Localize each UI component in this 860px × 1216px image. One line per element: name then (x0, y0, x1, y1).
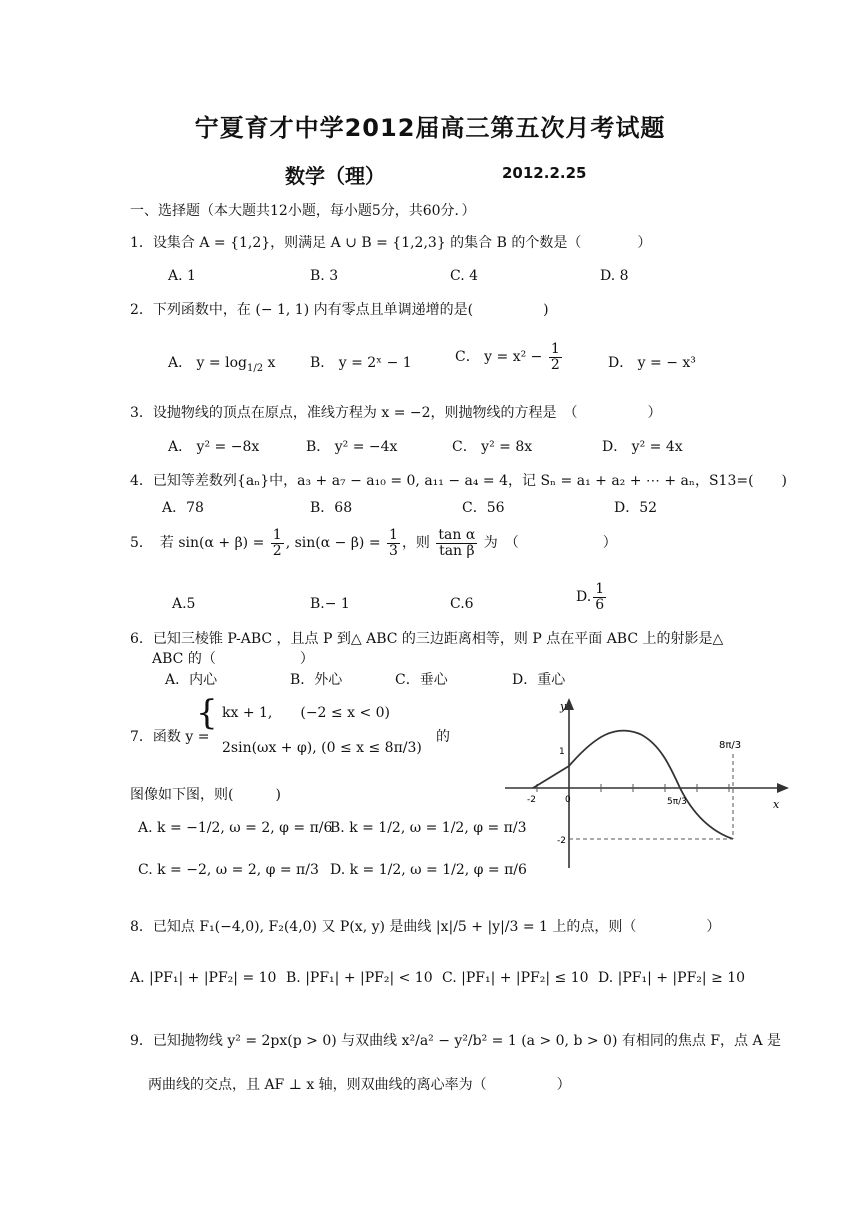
q5-mid: , sin(α − β) = (285, 535, 386, 552)
q2c-den: 2 (550, 356, 560, 373)
q5-mid2: ，则 (401, 535, 435, 552)
question-5-stem (130, 528, 617, 558)
question-2-option-a (168, 352, 275, 374)
question-4-stem: 4．已知等差数列{aₙ}中，a₃ + a₇ − a₁₀ = 0, a₁₁ − a₄ = 4，记 Sₙ = a₁ + a₂ + ⋯ + aₙ，S13=( ) (130, 473, 788, 489)
question-5-option-a: A.5 (172, 596, 196, 612)
question-9-stem-line-2: 两曲线的交点，且 AF ⊥ x 轴，则双曲线的离心率为（ ） (148, 1077, 571, 1093)
q5d-den: 6 (595, 596, 605, 613)
tick-label-5pi-over-3: 5π/3 (667, 797, 687, 807)
q5d-num: 1 (595, 581, 605, 597)
question-4-option-a: A．78 (162, 500, 204, 516)
q5d-frac (593, 582, 606, 612)
question-7-pre: 7．函数 y = (130, 729, 210, 745)
question-3-stem: 3．设抛物线的顶点在原点，准线方程为 x = −2，则抛物线的方程是 （ ） (130, 405, 662, 421)
question-3-option-d: D． y² = 4x (602, 439, 683, 455)
q5-f3-den: tan β (439, 542, 475, 559)
q2c-text: C． y = x² − (455, 349, 547, 366)
q5-frac-1 (271, 528, 284, 558)
page-title: 宁夏育才中学2012届高三第五次月考试题 (194, 114, 666, 142)
q2c-fraction (549, 342, 562, 372)
question-3-option-c: C． y² = 8x (452, 439, 533, 455)
question-5-option-d (576, 582, 608, 612)
question-7-option-a: A. k = −1/2, ω = 2, φ = π/6 (138, 820, 333, 836)
x-axis-label: x (773, 798, 780, 811)
question-3-option-a: A． y² = −8x (168, 439, 260, 455)
q5-f1-den: 2 (272, 542, 282, 559)
question-7-post: 的 (436, 729, 450, 745)
x-axis-arrow-icon (777, 783, 789, 793)
function-graph (505, 696, 795, 868)
question-7-stem-2: 图像如下图，则( ) (130, 787, 281, 803)
question-1-option-b: B. 3 (310, 268, 339, 284)
question-7-case-1: kx + 1, (−2 ≤ x < 0) (222, 705, 390, 721)
question-6-option-c: C．垂心 (395, 672, 448, 688)
linear-segment (533, 766, 569, 788)
question-1-option-d: D. 8 (600, 268, 629, 284)
question-7-option-d: D. k = 1/2, ω = 1/2, φ = π/6 (330, 862, 527, 878)
q5-frac-3 (436, 528, 477, 558)
question-2-option-b: B． y = 2ˣ − 1 (310, 355, 412, 371)
section-heading: 一、选择题（本大题共12小题，每小题5分，共60分．） (130, 203, 476, 219)
question-8-option-c: C. |PF₁| + |PF₂| ≤ 10 (442, 970, 589, 986)
q5-f2-num: 1 (389, 527, 398, 543)
question-5-option-c: C.6 (450, 596, 474, 612)
q5-f2-den: 3 (389, 542, 398, 559)
question-7-option-c: C. k = −2, ω = 2, φ = π/3 (138, 862, 319, 878)
question-8-option-b: B. |PF₁| + |PF₂| < 10 (286, 970, 433, 986)
question-6-stem-line-1: 6．已知三棱锥 P-ABC ，且点 P 到△ ABC 的三边距离相等，则 P 点在平面 ABC 上的射影是△ (130, 631, 724, 647)
question-8-option-a: A. |PF₁| + |PF₂| = 10 (130, 970, 277, 986)
tick-label-origin: 0 (565, 795, 571, 805)
question-2-stem: 2．下列函数中，在 (− 1, 1) 内有零点且单调递增的是( ) (130, 302, 549, 318)
sine-curve (569, 731, 733, 839)
question-6-option-d: D．重心 (512, 672, 566, 688)
question-1-option-a: A. 1 (168, 268, 196, 284)
tick-label-8pi-over-3: 8π/3 (719, 740, 742, 751)
question-4-option-d: D．52 (614, 500, 658, 516)
question-7-case-2: 2sin(ωx + φ), (0 ≤ x ≤ 8π/3) (222, 740, 422, 756)
q2a-base: 1/2 (246, 362, 264, 374)
exam-date: 2012.2.25 (502, 164, 587, 182)
question-8-option-d: D. |PF₁| + |PF₂| ≥ 10 (598, 970, 746, 986)
question-1-stem: 1．设集合 A = {1,2}，则满足 A ∪ B = {1,2,3} 的集合 B 的个数是（ ） (130, 235, 652, 251)
q2a-text: A． y = log (168, 355, 247, 371)
question-4-option-c: C．56 (462, 500, 505, 516)
piecewise-brace: { (196, 693, 218, 733)
q2a-tail: x (263, 355, 276, 371)
question-9-stem-line-1: 9．已知抛物线 y² = 2px(p > 0) 与双曲线 x²/a² − y²/b² = 1 (a > 0, b > 0) 有相同的焦点 F，点 A 是 (130, 1033, 782, 1049)
q5d-pre: D. (576, 589, 592, 606)
tick-label-yneg2: -2 (557, 836, 566, 846)
q5-f1-num: 1 (272, 527, 282, 543)
question-7-option-b: B. k = 1/2, ω = 1/2, φ = π/3 (330, 820, 527, 836)
y-axis-label: y (560, 700, 567, 713)
q5-post: 为 （ ） (479, 535, 617, 552)
q5-f3-num: tan α (438, 527, 476, 543)
question-6-option-b: B．外心 (290, 672, 343, 688)
question-5-option-b: B.− 1 (310, 596, 350, 612)
q5-pre: 5． 若 sin(α + β) = (130, 535, 269, 552)
question-2-option-d: D． y = − x³ (608, 355, 696, 371)
question-6-option-a: A．内心 (165, 672, 218, 688)
subject-title: 数学（理） (285, 164, 385, 188)
q5-frac-2 (387, 528, 400, 558)
question-6-stem-line-2: ABC 的（ ） (152, 651, 314, 667)
question-3-option-b: B． y² = −4x (306, 439, 398, 455)
question-2-option-c (455, 342, 564, 372)
question-1-option-c: C. 4 (450, 268, 479, 284)
tick-label-y1: 1 (559, 747, 565, 757)
question-4-option-b: B．68 (310, 500, 353, 516)
q2c-num: 1 (550, 341, 560, 357)
question-8-stem: 8．已知点 F₁(−4,0), F₂(4,0) 又 P(x, y) 是曲线 |x|/5 + |y|/3 = 1 上的点，则（ ） (130, 919, 721, 935)
tick-label-neg2: -2 (527, 795, 536, 805)
